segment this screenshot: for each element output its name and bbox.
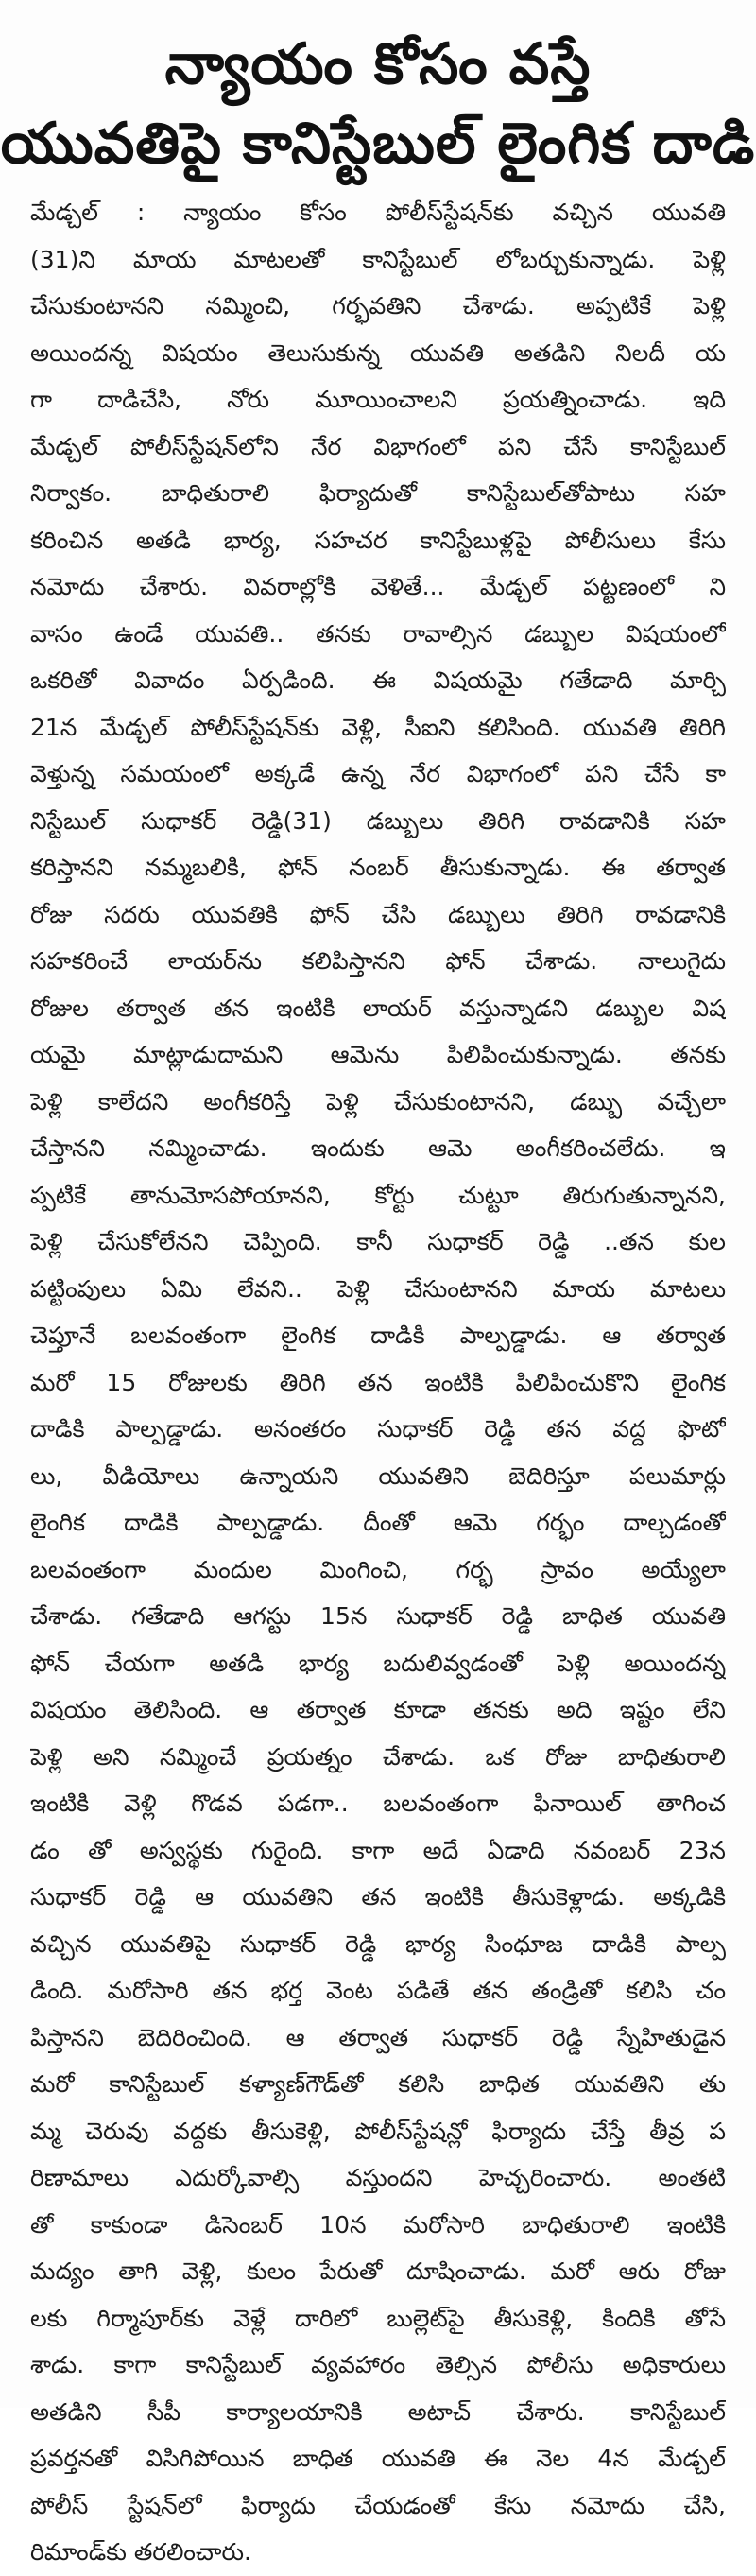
article-line: చేసుకుంటానని నమ్మించి, గర్భవతిని చేశాడు. అప్పటికే పెళ్లి bbox=[30, 292, 726, 320]
article-line: మరో 15 రోజులకు తిరిగి తన ఇంటికి పిలిపించుకొని లైంగిక bbox=[30, 1368, 726, 1396]
article-line: వాసం ఉండే యువతి.. తనకు రావాల్సిన డబ్బుల విషయంలో bbox=[30, 619, 726, 648]
article-line: పిస్తానని బెదిరించింది. ఆ తర్వాత సుధాకర్ రెడ్డి స్నేహితుడైన bbox=[30, 2023, 726, 2051]
article-line: మేడ్చల్ : న్యాయం కోసం పోలీస్‌స్టేషన్‌కు వచ్చిన యువతి bbox=[30, 199, 726, 226]
article-line: కరించిన అతడి భార్య, సహచర కానిస్టేబుళ్లపై పోలీసులు కేసు bbox=[30, 526, 726, 554]
article-line: యమై మాట్లాడుదామని ఆమెను పిలిపించుకున్నాడు. తనకు bbox=[30, 1041, 726, 1068]
article-line: దాడికి పాల్పడ్డాడు. అనంతరం సుధాకర్ రెడ్డి తన వద్ద ఫొటో bbox=[30, 1415, 726, 1443]
article-line: గా దాడిచేసి, నోరు మూయించాలని ప్రయత్నించాడు. ఇది bbox=[30, 386, 726, 413]
article-line: రోజుల తర్వాత తన ఇంటికి లాయర్ వస్తున్నాడని డబ్బుల విష bbox=[30, 994, 726, 1022]
article-line: మద్యం తాగి వెళ్లి, కులం పేరుతో దూషించాడు. మరో ఆరు రోజు bbox=[30, 2257, 726, 2285]
article-line: శాడు. కాగా కానిస్టేబుల్ వ్యవహారం తెల్సిన పోలీసు అధికారులు bbox=[30, 2351, 726, 2378]
article-line: పెళ్లి కాలేదని అంగీకరిస్తే పెళ్లి చేసుకుంటానని, డబ్బు వచ్చేలా bbox=[30, 1087, 726, 1115]
article-line: చేశాడు. గతేడాది ఆగస్టు 15న సుధాకర్ రెడ్డి బాధిత యువతి bbox=[30, 1602, 726, 1630]
article-body bbox=[30, 189, 726, 2576]
article-line: విషయం తెలిసింది. ఆ తర్వాత కూడా తనకు అది ఇష్టం లేని bbox=[30, 1696, 726, 1723]
article-line: అయిందన్న విషయం తెలుసుకున్న యువతి అతడిని నిలదీ య bbox=[30, 338, 726, 367]
article-line: నమోదు చేశారు. వివరాల్లోకి వెళితే... మేడ్చల్ పట్టణంలో ని bbox=[30, 573, 726, 600]
article-line: పెళ్లి అని నమ్మించే ప్రయత్నం చేశాడు. ఒక రోజు బాధితురాలి bbox=[30, 1742, 726, 1771]
article-line: మరో కానిస్టేబుల్ కళ్యాణ్‌గౌడ్‌తో కలిసి బాధిత యువతిని తు bbox=[30, 2070, 726, 2098]
article-line: రోజు సదరు యువతికి ఫోన్ చేసి డబ్బులు తిరిగి రావడానికి bbox=[30, 900, 726, 928]
article-line: (31)ని మాయ మాటలతో కానిస్టేబుల్ లోబర్చుకున్నాడు. పెళ్లి bbox=[30, 245, 726, 273]
article-line: నిర్వాకం. బాధితురాలి ఫిర్యాదుతో కానిస్టేబుల్‌తోపాటు సహ bbox=[30, 479, 726, 507]
article-line: మేడ్చల్ పోలీస్‌స్టేషన్‌లోని నేర విభాగంలో పని చేసే కానిస్టేబుల్ bbox=[30, 432, 726, 460]
article-line: సహకరించే లాయర్‌ను కలిపిస్తానని ఫోన్ చేశాడు. నాలుగైదు bbox=[30, 947, 726, 975]
article-line: ఇంటికి వెళ్లి గొడవ పడగా.. బలవంతంగా ఫినాయిల్ తాగించ bbox=[30, 1789, 726, 1817]
article-line: లకు గిర్మాపూర్‌కు వెళ్లే దారిలో బుల్లెట్‌పై తీసుకెళ్లి, కిందికి తోసే bbox=[30, 2304, 726, 2332]
article-line: ఒకరితో వివాదం ఏర్పడింది. ఈ విషయమై గతేడాది మార్చి bbox=[30, 666, 726, 694]
article-line: రిమాండ్‌కు తరలించారు. bbox=[30, 2538, 251, 2566]
headline-line-2: యువతిపై కానిస్టేబుల్ లైంగిక దాడి bbox=[0, 111, 756, 177]
article-line: సుధాకర్ రెడ్డి ఆ యువతిని తన ఇంటికి తీసుకెళ్లాడు. అక్కడికి bbox=[30, 1883, 726, 1910]
article-line: డింది. మరోసారి తన భర్త వెంట పడితే తన తండ్రితో కలిసి చం bbox=[30, 1977, 726, 2004]
article-line: 21న మేడ్చల్ పోలీస్‌స్టేషన్‌కు వెళ్లి, సీఐని కలిసింది. యువతి తిరిగి bbox=[30, 713, 726, 741]
article-line: లైంగిక దాడికి పాల్పడ్డాడు. దీంతో ఆమె గర్భం దాల్చడంతో bbox=[30, 1509, 726, 1536]
article-line: లు, వీడియోలు ఉన్నాయని యువతిని బెదిరిస్తూ పలుమార్లు bbox=[30, 1461, 726, 1490]
article-line: కరిస్తానని నమ్మబలికి, ఫోన్ నంబర్ తీసుకున్నాడు. ఈ తర్వాత bbox=[30, 854, 726, 881]
article-line: డం తో అస్వస్థకు గురైంది. కాగా అదే ఏడాది నవంబర్ 23న bbox=[30, 1836, 726, 1864]
article-line: ఫోన్ చేయగా అతడి భార్య బదులివ్వడంతో పెళ్లి అయిందన్న bbox=[30, 1649, 726, 1677]
article-line: ప్పటికే తానుమోసపోయానని, కోర్టు చుట్టూ తిరుగుతున్నానని, bbox=[30, 1181, 726, 1209]
article-line: వచ్చిన యువతిపై సుధాకర్ రెడ్డి భార్య సింధూజ దాడికి పాల్ప bbox=[30, 1929, 726, 1958]
article-line: పోలీస్ స్టేషన్‌లో ఫిర్యాదు చేయడంతో కేసు నమోదు చేసి, bbox=[30, 2491, 726, 2519]
article-line: చేస్తానని నమ్మించాడు. ఇందుకు ఆమె అంగీకరించలేదు. ఇ bbox=[30, 1134, 726, 1162]
article-line: తో కాకుండా డిసెంబర్ 10న మరోసారి బాధితురాలి ఇంటికి bbox=[30, 2210, 726, 2239]
article-line: రిణామాలు ఎదుర్కోవాల్సి వస్తుందని హెచ్చరించారు. అంతటి bbox=[30, 2164, 726, 2191]
article-line: ప్రవర్తనతో విసిగిపోయిన బాధిత యువతి ఈ నెల 4న మేడ్చల్ bbox=[30, 2445, 726, 2472]
article-line: బలవంతంగా మందుల మింగించి, గర్భ స్రావం అయ్యేలా bbox=[30, 1555, 726, 1583]
article-line: మ్మ చెరువు వద్దకు తీసుకెళ్లి, పోలీస్‌స్టేషన్లో ఫిర్యాదు చేస్తే తీవ్ర ప bbox=[30, 2117, 726, 2145]
article-line: చెప్తూనే బలవంతంగా లైంగిక దాడికి పాల్పడ్డాడు. ఆ తర్వాత bbox=[30, 1322, 726, 1349]
article-line: పట్టింపులు ఏమి లేవని.. పెళ్లి చేసుంటానని మాయ మాటలు bbox=[30, 1274, 726, 1303]
article-line: వెళ్తున్న సమయంలో అక్కడే ఉన్న నేర విభాగంలో పని చేసే కా bbox=[30, 760, 726, 787]
article-line: నిస్టేబుల్ సుధాకర్ రెడ్డి(31) డబ్బులు తిరిగి రావడానికి సహ bbox=[30, 806, 726, 835]
article-line: పెళ్లి చేసుకోలేనని చెప్పింది. కానీ సుధాకర్ రెడ్డి ..తన కుల bbox=[30, 1228, 726, 1255]
headline-line-1: న్యాయం కోసం వస్తే bbox=[164, 31, 592, 97]
article-line: అతడిని సీపీ కార్యాలయానికి అటాచ్ చేశారు. కానిస్టేబుల్ bbox=[30, 2397, 726, 2426]
